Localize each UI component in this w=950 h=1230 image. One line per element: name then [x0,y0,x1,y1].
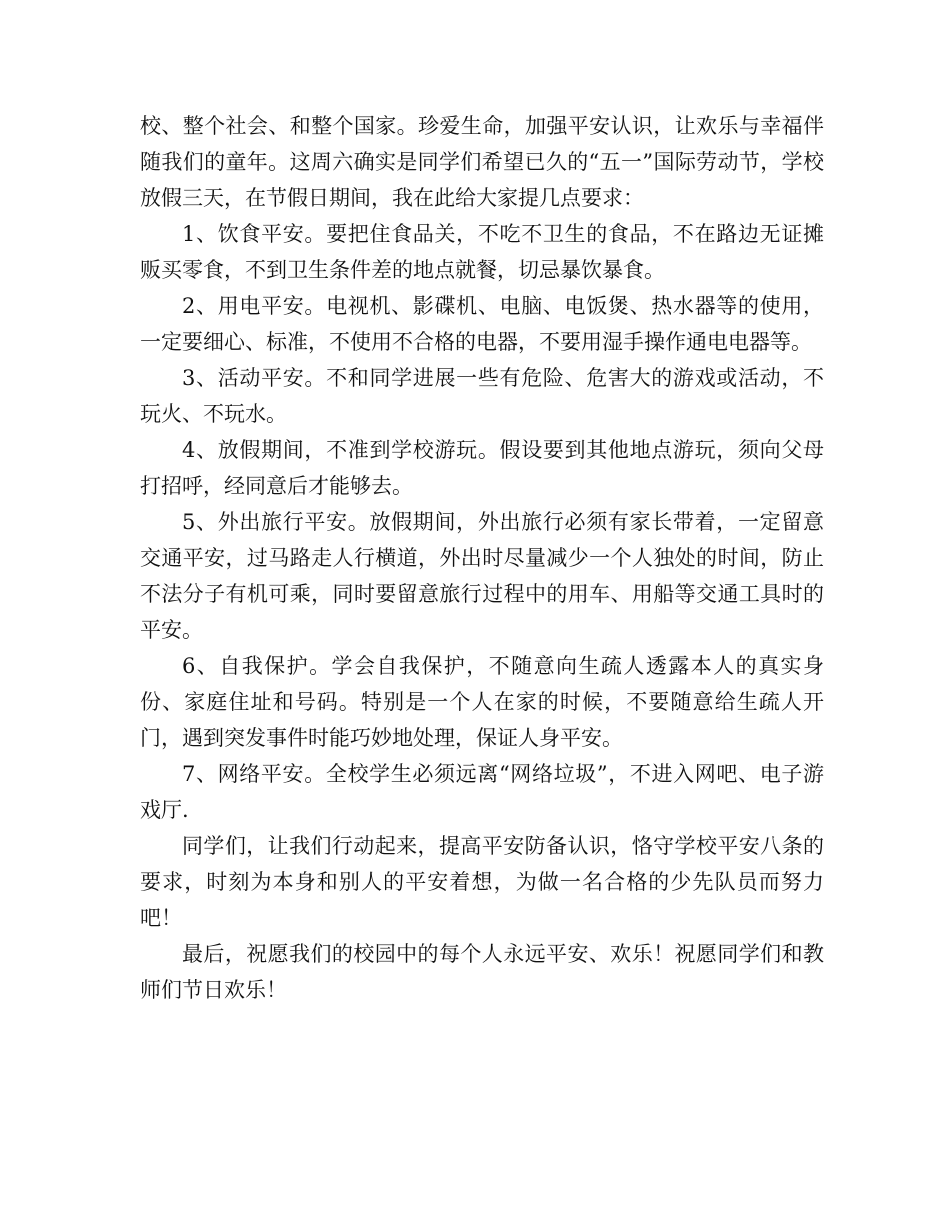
paragraph-item-2-electric-safety: 2、用电平安。电视机、影碟机、电脑、电饭煲、热水器等的使用，一定要细心、标准，不使用不合格的电器，不要用湿手操作通电电器等。 [140,294,824,354]
paragraph-item-5-travel-safety: 5、外出旅行平安。放假期间，外出旅行必须有家长带着，一定留意交通平安，过马路走人行横道，外出时尽量减少一个人独处的时间，防止不法分子有机可乘，同时要留意旅行过程中的用车、用船等交通工具时的平安。 [140,510,824,642]
document-body [140,108,824,1008]
paragraph-item-6-self-protection: 6、自我保护。学会自我保护，不随意向生疏人透露本人的真实身份、家庭住址和号码。特别是一个人在家的时候，不要随意给生疏人开门，遇到突发事件时能巧妙地处理，保证人身平安。 [140,654,824,750]
paragraph-item-4-school-visit: 4、放假期间，不准到学校游玩。假设要到其他地点游玩，须向父母打招呼，经同意后才能够去。 [140,438,824,498]
paragraph-closing-wishes: 最后，祝愿我们的校园中的每个人永远平安、欢乐！祝愿同学们和教师们节日欢乐！ [140,942,824,1002]
paragraph-item-1-food-safety: 1、饮食平安。要把住食品关，不吃不卫生的食品，不在路边无证摊贩买零食，不到卫生条件差的地点就餐，切忌暴饮暴食。 [140,222,824,282]
paragraph-item-7-network-safety: 7、网络平安。全校学生必须远离“网络垃圾”，不进入网吧、电子游戏厅. [140,762,824,822]
paragraph-item-3-activity-safety: 3、活动平安。不和同学进展一些有危险、危害大的游戏或活动，不玩火、不玩水。 [140,366,824,426]
paragraph-intro-continuation: 校、整个社会、和整个国家。珍爱生命，加强平安认识，让欢乐与幸福伴随我们的童年。这周六确实是同学们希望已久的“五一”国际劳动节，学校放假三天，在节假日期间，我在此给大家提几点要求： [140,114,824,210]
paragraph-call-to-action: 同学们，让我们行动起来，提高平安防备认识，恪守学校平安八条的要求，时刻为本身和别人的平安着想，为做一名合格的少先队员而努力吧！ [140,834,824,930]
